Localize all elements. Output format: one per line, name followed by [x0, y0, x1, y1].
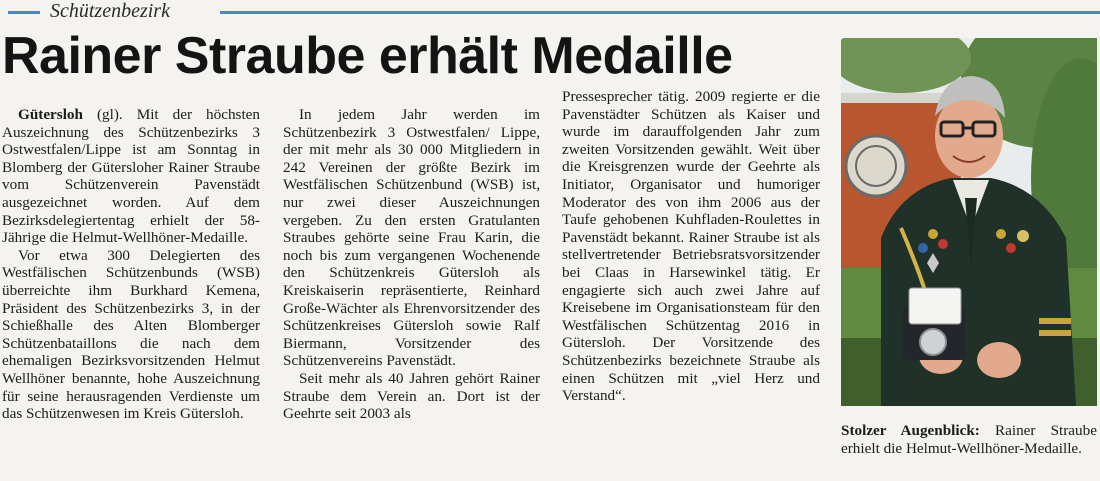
- paragraph: In jedem Jahr werden im Schützenbezirk 3 Ostwestfalen/ Lippe, der mit mehr als 30 000 Mitgliedern in 242 Vereinen der größte Bezirk im Westfälischen Schützenbund (WSB) ist, nur zwei dieser Auszeichnungen vergeben. Zu den ersten Gratulanten Straubes gehörte seine Frau Karin, die noch bis zum vergangenen Wochenende den Schützenkreis Gütersloh als Kreiskaiserin repräsentierte, Reinhard Große-Wächter als Ehrenvorsitzender des Schützenkreises Gütersloh sowie Ralf Biermann, Vorsitzender des Schützenvereins Pavenstädt.: [283, 106, 540, 370]
- dateline: Gütersloh: [18, 106, 83, 123]
- section-header: [0, 0, 1100, 26]
- article-headline: Rainer Straube erhält Medaille: [2, 27, 733, 85]
- article-column-3: [562, 88, 820, 405]
- photo-caption: [841, 422, 1097, 457]
- photo-illustration: [841, 38, 1097, 406]
- paragraph-text: (gl). Mit der höchsten Auszeichnung des Schützenbezirks 3 Ostwestfalen/Lippe ist am Sonntag in Blomberg der Gütersloher Rainer Straube vom Schützenverein Pavenstädt ausgezeichnet worden. Auf dem Bezirksdelegiertentag erhielt der 58-Jährige die Helmut-Wellhöner-Medaille.: [2, 106, 260, 247]
- section-rule-right: [220, 11, 1100, 14]
- article-column-1: [2, 106, 260, 423]
- paragraph: Vor etwa 300 Delegierten des Westfälischen Schützenbunds (WSB) überreichte ihm Burkhard Kemena, Präsident des Schützenbezirks 3, in der Schießhalle des Alten Blomberger Schützenbataillons die nach dem ehemaligen Bezirksvorsitzenden Helmut Wellhöner benannte, hohe Auszeichnung für seine herausragenden Verdienste um das Schützenwesen im Kreis Gütersloh.: [2, 246, 260, 423]
- paragraph: [2, 106, 260, 247]
- caption-lead: Stolzer Augenblick:: [841, 422, 980, 439]
- paragraph: Pressesprecher tätig. 2009 regierte er die Pavenstädter Schützen als Kaiser und wurde im darauffolgenden Jahr zum zweiten Vorsitzenden gewählt. Weit über die Kreisgrenzen wurde der Geehrte als Initiator, Organisator und humoriger Moderator des von ihm 2006 aus der Taufe gehobenen Kuhfladen-Roulettes in Pavenstädt bekannt. Rainer Straube ist als stellvertretender Betriebsratsvorsitzender bei Claas in Harsewinkel tätig. Er engagierte sich auch zwei Jahre auf Kreisebene im Organisationsteam für den Westfälischen Schützentag 2016 in Gütersloh. Der Vorsitzende des Schützenbezirks bezeichnete Straube als einen Schützen mit „viel Herz und Verstand“.: [562, 88, 820, 405]
- caption-text: Rainer Straube erhielt die Helmut-Wellhöner-Medaille.: [841, 422, 1097, 457]
- article-column-2: [283, 106, 540, 423]
- paragraph: Seit mehr als 40 Jahren gehört Rainer Straube dem Verein an. Dort ist der Geehrte seit 2003 als: [283, 369, 540, 423]
- section-rule-left: [8, 11, 40, 14]
- section-kicker: Schützenbezirk: [50, 0, 170, 22]
- article-photo: [841, 38, 1097, 406]
